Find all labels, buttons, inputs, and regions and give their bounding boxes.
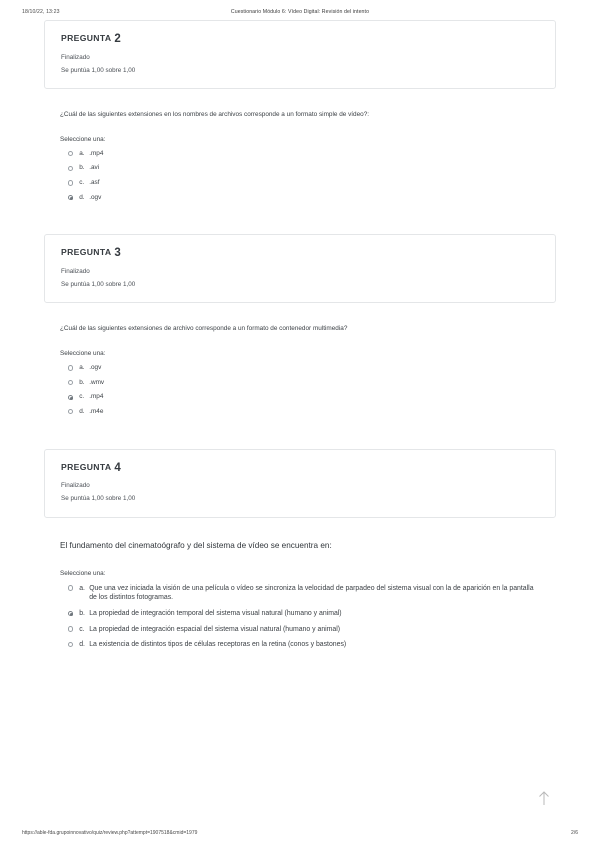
option-item[interactable] — [60, 179, 540, 188]
option-text: La existencia de distintos tipos de células receptoras en la retina (conos y bastones) — [89, 641, 347, 649]
option-item[interactable] — [60, 584, 540, 603]
option-text: .avi — [89, 164, 100, 172]
question-points: Se puntúa 1,00 sobre 1,00 — [61, 66, 136, 74]
questions-container — [0, 20, 600, 656]
option-text: La propiedad de integración espacial del sistema visual natural (humano y animal) — [89, 625, 341, 633]
question-state: Finalizado — [61, 53, 90, 61]
option-letter: a. — [79, 584, 85, 592]
option-item[interactable] — [60, 640, 540, 650]
option-text: .ogv — [89, 193, 102, 201]
option-letter: b. — [79, 378, 85, 386]
option-item[interactable] — [60, 625, 540, 635]
option-letter: a. — [79, 149, 85, 157]
option-text: Que una vez iniciada la visión de una película o vídeo se sincroniza la velocidad de parpadeo del sistema visual con la de aparición en la pantalla de los distintos fotogramas. — [89, 584, 534, 602]
question-number: 3 — [114, 247, 121, 260]
question-block — [0, 234, 600, 416]
radio-icon-selected[interactable] — [68, 611, 73, 616]
question-text: El fundamento del cinematoógrafo y del sistema de vídeo se encuentra en: — [60, 540, 332, 550]
question-text: ¿Cuál de las siguientes extensiones de archivo corresponde a un formato de contenedor multimedia? — [60, 325, 348, 333]
options-list — [60, 150, 540, 203]
option-text: .asf — [89, 179, 100, 187]
radio-icon[interactable] — [68, 380, 73, 385]
option-text: .mp4 — [89, 149, 104, 157]
option-letter: b. — [79, 164, 85, 172]
option-letter: c. — [79, 393, 85, 401]
option-item[interactable] — [60, 393, 540, 402]
option-item[interactable] — [60, 379, 540, 388]
radio-icon[interactable] — [68, 642, 73, 647]
option-letter: a. — [79, 364, 85, 372]
select-one-label: Seleccione una: — [60, 135, 106, 143]
option-letter: c. — [79, 179, 85, 187]
page-header — [0, 9, 600, 15]
spacer — [0, 423, 600, 449]
option-item[interactable] — [60, 194, 540, 203]
question-label: PREGUNTA — [61, 461, 112, 472]
option-item[interactable] — [60, 364, 540, 373]
option-text: .m4e — [89, 407, 104, 415]
option-text: .ogv — [89, 364, 102, 372]
question-heading — [61, 34, 539, 46]
question-state: Finalizado — [61, 482, 90, 490]
option-item[interactable] — [60, 150, 540, 159]
radio-icon[interactable] — [68, 151, 73, 156]
question-block — [0, 20, 600, 202]
question-label: PREGUNTA — [61, 33, 112, 43]
options-list — [60, 584, 540, 650]
footer-url: https://able-fda.grupoinnovativo/quiz/review.php?attempt=1907518&cmid=1979 — [22, 830, 198, 836]
option-text: La propiedad de integración temporal del sistema visual natural (humano y animal) — [89, 610, 342, 618]
radio-icon[interactable] — [68, 365, 73, 370]
option-item[interactable] — [60, 408, 540, 417]
question-card — [44, 20, 556, 89]
question-state: Finalizado — [61, 267, 90, 275]
radio-icon[interactable] — [68, 409, 73, 414]
question-block — [0, 449, 600, 650]
question-heading — [61, 463, 539, 475]
question-heading — [61, 248, 539, 260]
radio-icon[interactable] — [68, 585, 73, 590]
select-one-label: Seleccione una: — [60, 569, 106, 577]
option-letter: d. — [79, 407, 85, 415]
radio-icon-selected[interactable] — [68, 195, 73, 200]
question-points: Se puntúa 1,00 sobre 1,00 — [61, 281, 136, 289]
question-number: 4 — [114, 461, 121, 474]
footer-page-number: 2/6 — [571, 830, 578, 836]
question-body — [44, 518, 556, 650]
option-letter: b. — [79, 610, 85, 618]
radio-icon[interactable] — [68, 626, 73, 631]
option-letter: d. — [79, 193, 85, 201]
radio-icon[interactable] — [68, 166, 73, 171]
option-letter: d. — [79, 641, 85, 649]
select-one-label: Seleccione una: — [60, 350, 106, 358]
question-card — [44, 449, 556, 518]
option-item[interactable] — [60, 609, 540, 619]
question-text: ¿Cuál de las siguientes extensiones en los nombres de archivos corresponde a un formato simple de vídeo?: — [60, 111, 370, 119]
question-number: 2 — [114, 33, 121, 45]
option-item[interactable] — [60, 164, 540, 173]
question-card — [44, 234, 556, 303]
radio-icon-selected[interactable] — [68, 395, 73, 400]
option-letter: c. — [79, 625, 85, 633]
question-body — [44, 89, 556, 202]
spacer — [0, 208, 600, 234]
radio-icon[interactable] — [68, 180, 73, 185]
header-title: Cuestionario Módulo 6: Vídeo Digital: Revisión del intento — [230, 9, 370, 15]
question-body — [44, 303, 556, 416]
scroll-to-top-icon[interactable] — [536, 790, 552, 806]
options-list — [60, 364, 540, 417]
option-text: .mp4 — [89, 393, 104, 401]
header-date: 18/10/22, 13:23 — [22, 9, 60, 15]
option-text: .wmv — [89, 378, 105, 386]
question-points: Se puntúa 1,00 sobre 1,00 — [61, 495, 136, 503]
question-label: PREGUNTA — [61, 247, 112, 258]
